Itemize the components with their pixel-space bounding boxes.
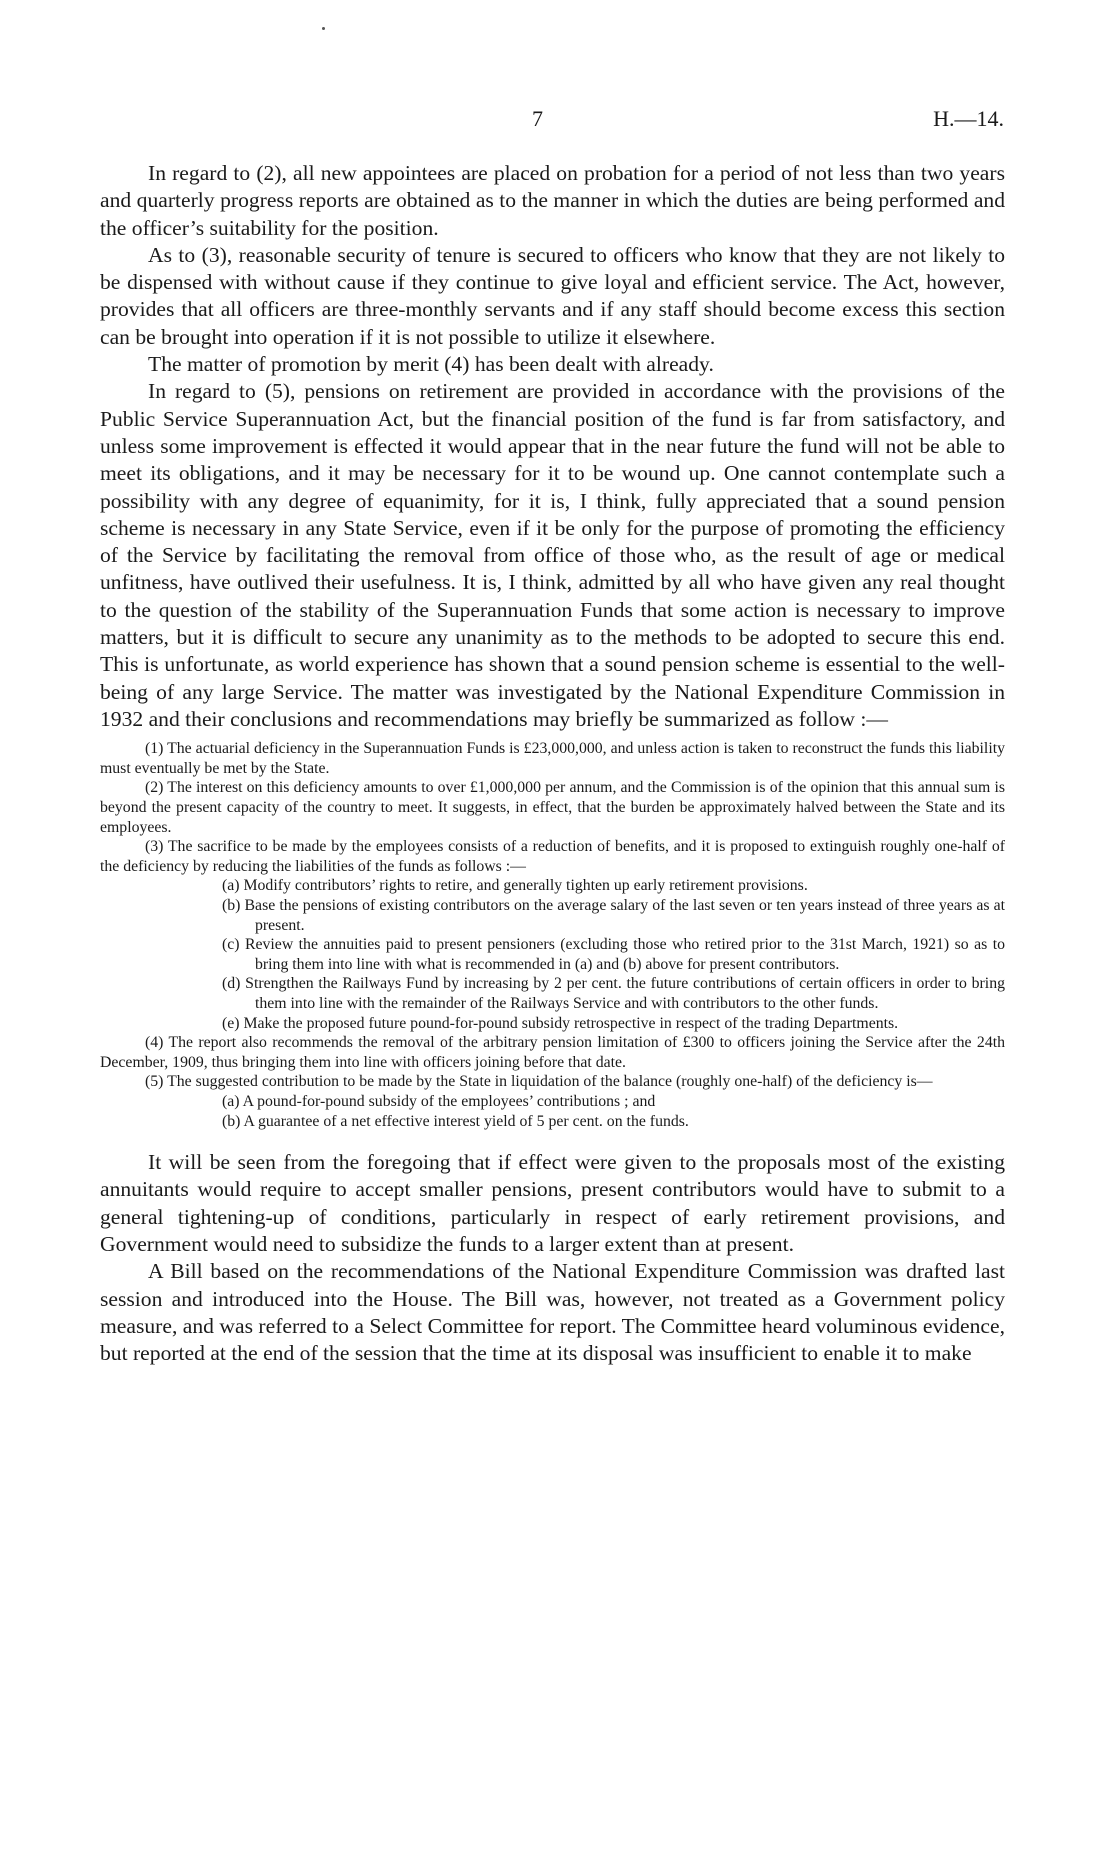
recommendation-5a: (a) A pound-for-pound subsidy of the employees’ contributions ; and xyxy=(222,1092,656,1110)
document-reference: H.—14. xyxy=(933,106,1004,131)
paragraph-foregoing: It will be seen from the foregoing that if effect were given to the proposals most of the existing annuitants would require to accept smaller pensions, present contributors would have to submit to a general tightening-up of conditions, particularly in respect of early retirement provisions, and Government would need to subsidize the funds to a larger extent than at present. xyxy=(100,1150,1005,1256)
recommendation-3d: (d) Strengthen the Railways Fund by increasing by 2 per cent. the future contributions of certain officers in order to bring them into line with the remainder of the Railways Service and with contributors to the other funds. xyxy=(222,975,1005,1012)
paragraph-probation: In regard to (2), all new appointees are placed on probation for a period of not less than two years and quarterly progress reports are obtained as to the manner in which the duties are being performed and the officer’s suitability for the position. xyxy=(100,161,1005,240)
page-header xyxy=(0,106,1114,136)
recommendation-4: (4) The report also recommends the removal of the arbitrary pension limitation of £300 to officers joining the Service after the 24th December, 1909, thus bringing them into line with officers joining before that date. xyxy=(100,1034,1005,1071)
recommendation-3e: (e) Make the proposed future pound-for-pound subsidy retrospective in respect of the trading Departments. xyxy=(222,1014,899,1032)
recommendation-3a: (a) Modify contributors’ rights to retire, and generally tighten up early retirement provisions. xyxy=(222,877,808,895)
paragraph-pensions: In regard to (5), pensions on retirement are provided in accordance with the provisions of the Public Service Superannuation Act, but the financial position of the fund is far from satisfactory, and unless some improvement is effected it would appear that in the near future the fund will not be able to meet its obligations, and it may be necessary for it to be wound up. One cannot contemplate such a possibility with any degree of equanimity, for it is, I think, fully appreciated that a sound pension scheme is necessary in any State Service, even if it be only for the purpose of promoting the efficiency of the Service by facilitating the removal from office of those who, as the result of age or medical unfitness, have outlived their usefulness. It is, I think, admitted by all who have given any real thought to the question of the stability of the Superannuation Funds that some action is necessary to improve matters, but it is difficult to secure any unanimity as to the methods to be adopted to secure this end. This is unfortunate, as world experience has shown that a sound pension scheme is essential to the well-being of any large Service. The matter was investigated by the National Expenditure Commission in 1932 and their conclusions and recommendations may briefly be summarized as follow :— xyxy=(100,379,1005,731)
recommendation-3: (3) The sacrifice to be made by the employees consists of a reduction of benefits, and it is proposed to extinguish roughly one-half of the deficiency by reducing the liabilities of the funds as follows :— xyxy=(100,838,1005,875)
recommendation-5: (5) The suggested contribution to be made by the State in liquidation of the balance (roughly one-half) of the deficiency is— xyxy=(145,1073,933,1091)
page-number: 7 xyxy=(532,106,543,131)
scan-speck xyxy=(322,27,325,30)
recommendation-5b: (b) A guarantee of a net effective interest yield of 5 per cent. on the funds. xyxy=(222,1112,689,1130)
paragraph-promotion: The matter of promotion by merit (4) has been dealt with already. xyxy=(148,352,714,377)
paragraph-bill: A Bill based on the recommendations of the National Expenditure Commission was drafted last session and introduced into the House. The Bill was, however, not treated as a Government policy measure, and was referred to a Select Committee for report. The Committee heard voluminous evidence, but reported at the end of the session that the time at its disposal was insufficient to enable it to make xyxy=(100,1259,1005,1366)
recommendation-3b: (b) Base the pensions of existing contributors on the average salary of the last seven or ten years instead of three years as at present. xyxy=(222,896,1005,934)
recommendation-3c: (c) Review the annuities paid to present pensioners (excluding those who retired prior to the 31st March, 1921) so as to bring them into line with what is recommended in (a) and (b) above for present contributors. xyxy=(222,936,1005,973)
page-body xyxy=(100,160,1005,1367)
recommendation-2: (2) The interest on this deficiency amounts to over £1,000,000 per annum, and the Commission is of the opinion that this annual sum is beyond the present capacity of the country to meet. It suggests, in effect, that the burden be approximately halved between the State and its employees. xyxy=(100,779,1005,836)
recommendation-1: (1) The actuarial deficiency in the Superannuation Funds is £23,000,000, and unless action is taken to reconstruct the funds this liability must eventually be met by the State. xyxy=(100,740,1005,777)
recommendations-list xyxy=(100,739,1005,1131)
paragraph-tenure: As to (3), reasonable security of tenure is secured to officers who know that they are not likely to be dispensed with without cause if they continue to give loyal and efficient service. The Act, however, provides that all officers are three-monthly servants and if any staff should become excess this section can be brought into operation if it is not possible to utilize it elsewhere. xyxy=(100,242,1005,349)
